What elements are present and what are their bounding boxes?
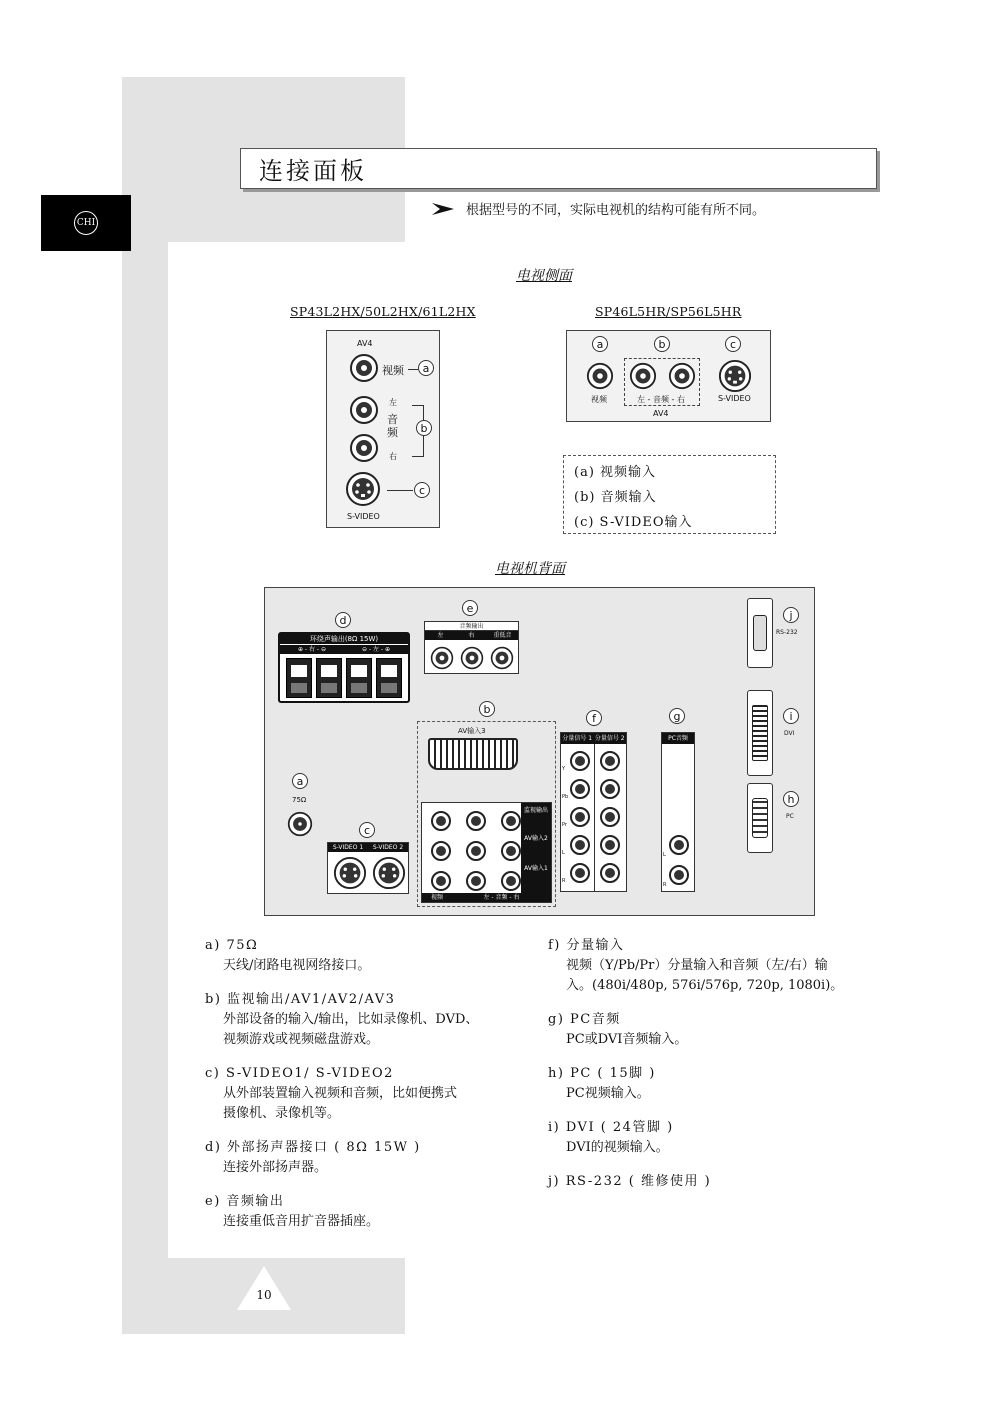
desc-line: 连接外部扬声器。	[223, 1160, 328, 1175]
scart-connector	[428, 738, 518, 770]
speaker-left-label: ⊖ - 左 - ⊕	[344, 645, 408, 654]
ant-label: 75Ω	[292, 796, 307, 804]
desc-line: DVI的视频输入。	[566, 1140, 669, 1155]
audio-out-block	[424, 621, 519, 674]
letter-e: e	[462, 600, 478, 616]
letter-a: a	[592, 336, 608, 352]
speaker-terminal	[346, 658, 372, 698]
letter-c: c	[359, 822, 375, 838]
page-title-box	[240, 148, 877, 189]
letter-b: b	[416, 420, 432, 436]
language-badge: CHI	[74, 211, 98, 235]
desc-head: f) 分量输入	[548, 938, 625, 953]
desc-head: j) RS-232 ( 维修使用 )	[548, 1174, 712, 1189]
svideo-jack-icon	[372, 856, 406, 890]
svideo-jack-icon	[333, 856, 367, 890]
legend-item-a: (a) 视频输入	[574, 465, 657, 480]
side-panel-left	[326, 330, 440, 528]
speaker-terminal	[286, 658, 312, 698]
pc-audio-l: L	[663, 852, 666, 858]
av-audio-label: 左 - 音频 - 右	[483, 894, 520, 901]
letter-i: i	[783, 708, 799, 724]
pc-vga-port	[747, 783, 773, 853]
dvi-label: DVI	[784, 730, 795, 737]
component-2-label: 分量信号 2	[594, 735, 625, 742]
rs232-port	[747, 598, 773, 668]
desc-item-f	[548, 936, 883, 996]
desc-head: b) 监视输出/AV1/AV2/AV3	[205, 992, 396, 1007]
rear-panel	[264, 587, 815, 916]
rca-jack-icon	[430, 646, 454, 670]
svideo-1-label: S-VIDEO 1	[332, 844, 364, 851]
svideo-2-label: S-VIDEO 2	[372, 844, 404, 851]
av-in-1-label: AV输入1	[524, 865, 548, 872]
letter-j: j	[783, 607, 799, 623]
rca-jack-icon	[349, 433, 379, 463]
av-in-2-label: AV输入2	[524, 835, 548, 842]
desc-item-a	[205, 936, 525, 976]
desc-line: 外部设备的输入/输出，比如录像机、DVD、	[223, 1012, 479, 1027]
svideo-jack-icon	[718, 359, 752, 393]
av-video-label: 视频	[430, 894, 443, 901]
desc-line: 摄像机、录像机等。	[223, 1106, 341, 1121]
svideo-label: S-VIDEO	[347, 512, 380, 521]
desc-head: h) PC ( 15脚 )	[548, 1066, 656, 1081]
av-side-labels	[521, 803, 551, 895]
decor-gray-side	[122, 242, 168, 1258]
comp-row-l: L	[562, 850, 565, 856]
component-1-label: 分量信号 1	[562, 735, 593, 742]
speaker-header: 环绕声输出(8Ω 15W)	[280, 634, 408, 644]
letter-c: c	[414, 482, 430, 498]
letter-a: a	[292, 773, 308, 789]
leader-line	[408, 369, 418, 370]
desc-item-j	[548, 1172, 883, 1192]
desc-line: 视频（Y/Pb/Pr）分量输入和音频（左/右）输	[566, 958, 828, 973]
letter-d: d	[335, 612, 351, 628]
rca-jack-icon	[349, 353, 379, 383]
letter-g: g	[669, 708, 685, 724]
desc-item-g	[548, 1010, 883, 1050]
rca-jack-grid	[427, 808, 525, 894]
legend-item-b: (b) 音频输入	[574, 490, 657, 505]
desc-head: a) 75Ω	[205, 938, 259, 953]
pc-audio-label: PC音频	[662, 733, 694, 744]
page-number: 10	[256, 1288, 272, 1302]
comp-row-pb: Pb	[562, 794, 569, 800]
desc-line: 入。(480i/480p, 576i/576p, 720p, 1080i)。	[566, 978, 844, 993]
rca-jack-icon	[629, 362, 657, 390]
av-group-outline	[417, 721, 556, 907]
desc-line: PC或DVI音频输入。	[566, 1032, 688, 1047]
rca-jack-icon	[460, 646, 484, 670]
speaker-terminal-block	[278, 632, 410, 703]
pc-audio-block	[661, 732, 695, 892]
language-tab	[41, 195, 131, 251]
desc-line: 从外部装置输入视频和音频，比如便携式	[223, 1086, 458, 1101]
rca-jack-icon	[349, 395, 379, 425]
desc-item-h	[548, 1064, 883, 1104]
letter-b: b	[654, 336, 670, 352]
desc-head: d) 外部扬声器接口 ( 8Ω 15W )	[205, 1140, 421, 1155]
comp-row-pr: Pr	[562, 822, 567, 828]
comp-row-y: Y	[562, 766, 566, 772]
dvi-port	[747, 690, 773, 776]
desc-head: g) PC音频	[548, 1012, 621, 1027]
svideo-label: S-VIDEO	[718, 394, 751, 403]
model-left-label: SP43L2HX/50L2HX/61L2HX	[290, 304, 476, 319]
letter-b: b	[479, 701, 495, 717]
side-legend	[563, 455, 776, 534]
video-label: 视频	[382, 364, 404, 377]
pc-label: PC	[786, 813, 794, 820]
desc-line: PC视频输入。	[566, 1086, 650, 1101]
model-note-text: 根据型号的不同，实际电视机的结构可能有所不同。	[466, 203, 766, 218]
letter-f: f	[586, 710, 602, 726]
av3-label: AV输入3	[458, 727, 486, 735]
component-block	[560, 732, 627, 892]
monitor-out-label: 监视输出	[523, 807, 548, 814]
audio-out-col-sub: 重低音	[493, 632, 512, 639]
letter-a: a	[418, 360, 434, 376]
audio-left-label: 左	[389, 398, 397, 407]
speaker-right-label: ⊕ - 右 - ⊖	[280, 645, 344, 654]
antenna-jack-icon	[287, 811, 313, 837]
comp-row-r: R	[562, 878, 566, 884]
desc-head: c) S-VIDEO1/ S-VIDEO2	[205, 1066, 394, 1081]
letter-h: h	[783, 791, 799, 807]
model-right-label: SP46L5HR/SP56L5HR	[595, 304, 742, 319]
svideo-jack-icon	[345, 471, 381, 507]
audio-label: 音频	[387, 413, 398, 439]
video-label: 视频	[591, 395, 607, 404]
rca-jack-icon	[586, 362, 614, 390]
av4-label: AV4	[357, 339, 373, 348]
desc-item-c	[205, 1064, 525, 1124]
component-jack-grid	[565, 749, 625, 889]
svideo-block	[327, 842, 409, 894]
side-panel-right	[566, 330, 771, 422]
rear-section-title: 电视机背面	[495, 561, 565, 577]
speaker-terminal	[316, 658, 342, 698]
rs232-label: RS-232	[776, 629, 798, 636]
page-title: 连接面板	[259, 157, 367, 185]
audio-out-col-right: 右	[468, 632, 475, 639]
pc-audio-r: R	[663, 882, 667, 888]
rca-jack-icon	[490, 646, 514, 670]
desc-line: 连接重低音用扩音器插座。	[223, 1214, 380, 1229]
av4-label: AV4	[653, 409, 669, 418]
rca-jack-icon	[668, 362, 696, 390]
desc-item-b	[205, 990, 525, 1050]
audio-right-label: 右	[389, 452, 397, 461]
audio-label: 左 - 音频 - 右	[637, 395, 685, 404]
desc-item-i	[548, 1118, 883, 1158]
desc-item-e	[205, 1192, 525, 1232]
letter-c: c	[725, 336, 741, 352]
pc-audio-jacks	[667, 833, 691, 889]
desc-line: 天线/闭路电视网络接口。	[223, 958, 371, 973]
audio-out-col-left: 左	[437, 632, 444, 639]
desc-head: e) 音频输出	[205, 1194, 285, 1209]
side-section-title: 电视侧面	[516, 268, 572, 284]
av-io-block	[421, 802, 552, 903]
arrow-icon	[430, 201, 456, 217]
leader-line	[387, 490, 413, 491]
speaker-terminal	[376, 658, 402, 698]
descriptions-left	[205, 936, 525, 1232]
desc-line: 视频游戏或视频磁盘游戏。	[223, 1032, 380, 1047]
desc-head: i) DVI ( 24管脚 )	[548, 1120, 674, 1135]
legend-item-c: (c) S-VIDEO输入	[574, 515, 693, 530]
desc-item-d	[205, 1138, 525, 1178]
model-note	[430, 199, 765, 218]
audio-out-header: 音频输出	[425, 622, 518, 631]
descriptions-right	[548, 936, 883, 1192]
